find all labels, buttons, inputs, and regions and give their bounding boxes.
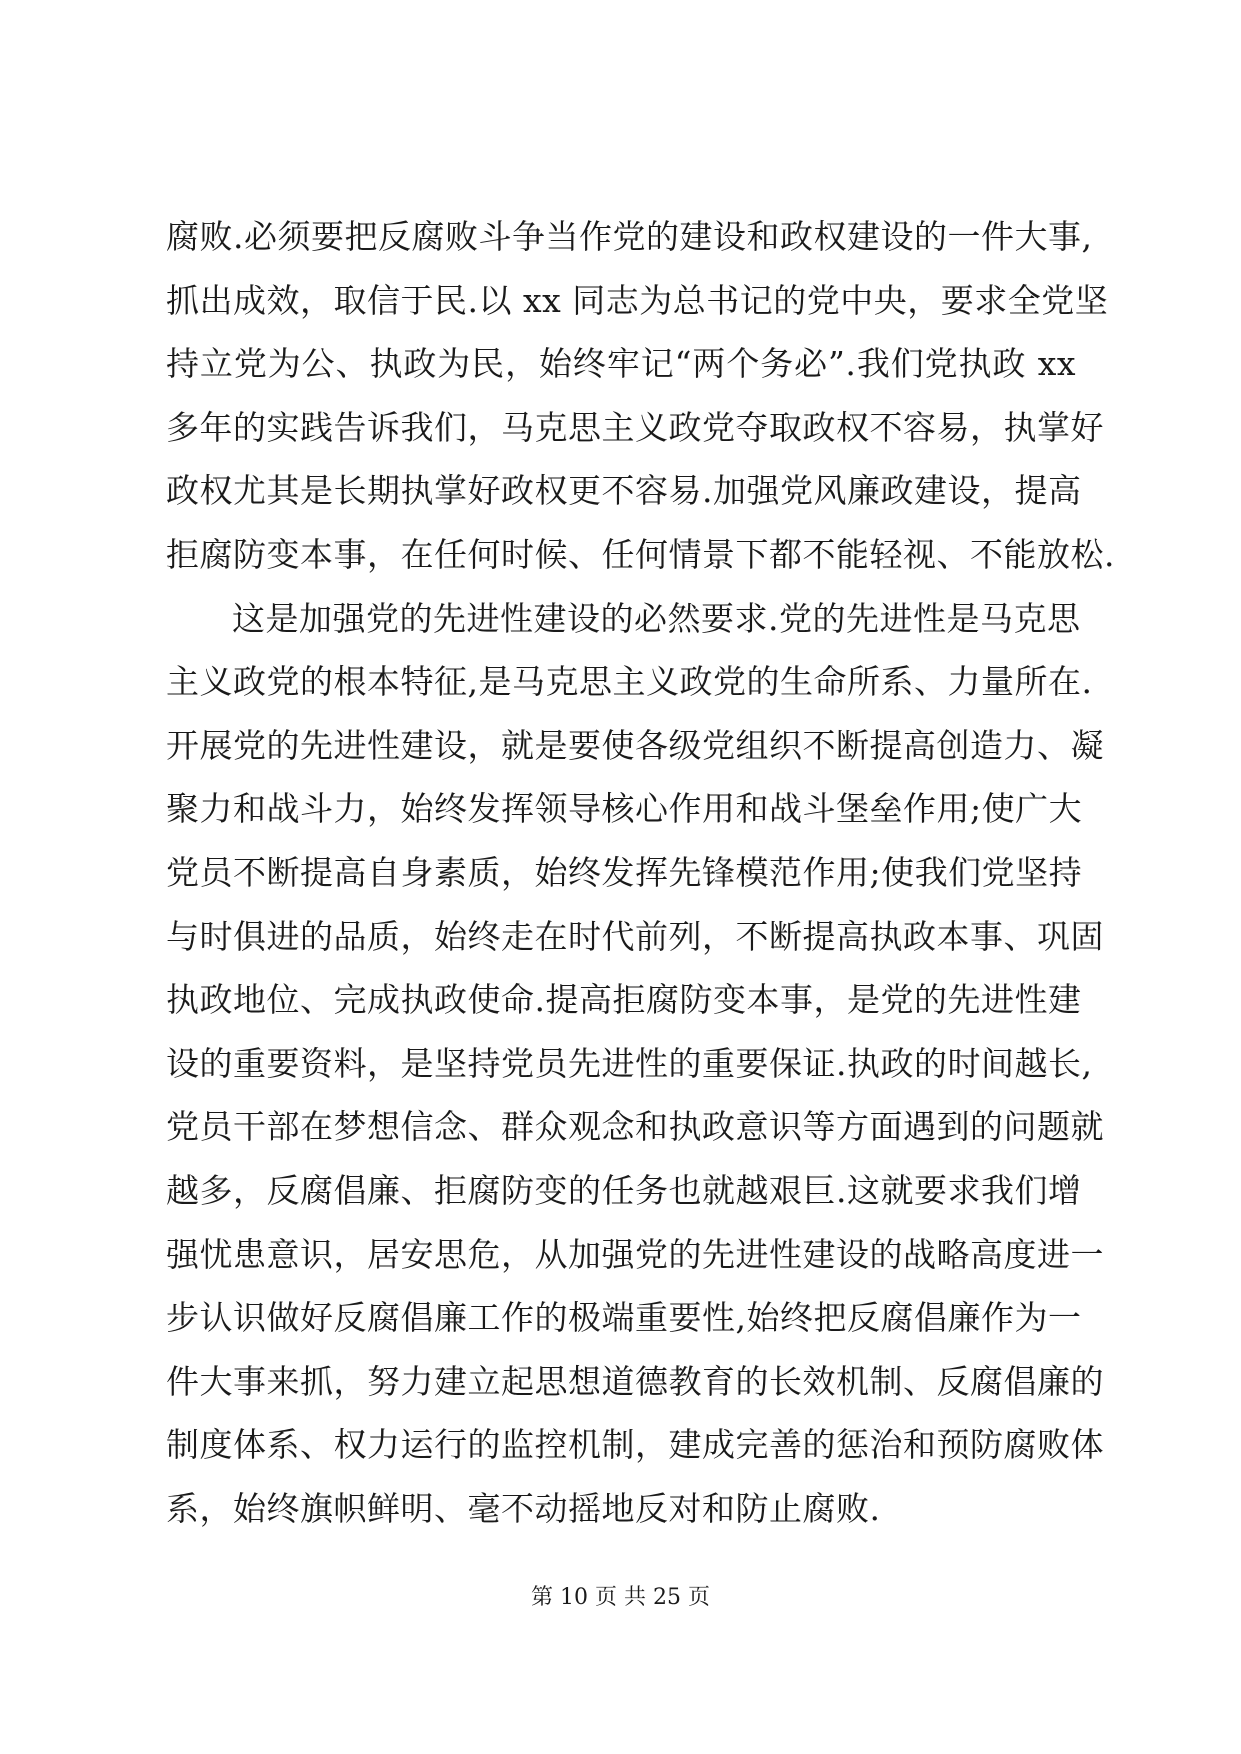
text-line: 政权尤其是长期执掌好政权更不容易.加强党风廉政建设，提高 <box>166 471 1082 511</box>
text-line: 多年的实践告诉我们，马克思主义政党夺取政权不容易，执掌好 <box>166 407 1104 447</box>
text-line: 设的重要资料，是坚持党员先进性的重要保证.执政的时间越长, <box>166 1043 1093 1083</box>
text-line: 越多，反腐倡廉、拒腐防变的任务也就越艰巨.这就要求我们增 <box>166 1170 1082 1210</box>
body-text <box>166 205 1115 1540</box>
text-line: 执政地位、完成执政使命.提高拒腐防变本事，是党的先进性建 <box>166 980 1082 1020</box>
text-line: 步认识做好反腐倡廉工作的极端重要性,始终把反腐倡廉作为一 <box>166 1298 1082 1338</box>
paragraph-1 <box>166 205 1115 587</box>
text-line: 拒腐防变本事，在任何时候、任何情景下都不能轻视、不能放松. <box>166 534 1115 574</box>
text-line: 系，始终旗帜鲜明、毫不动摇地反对和防止腐败. <box>166 1488 881 1528</box>
text-line: 强忧患意识，居安思危，从加强党的先进性建设的战略高度进一 <box>166 1234 1104 1274</box>
text-line: 与时俱进的品质，始终走在时代前列，不断提高执政本事、巩固 <box>166 916 1104 956</box>
text-line: 党员不断提高自身素质，始终发挥先锋模范作用;使我们党坚持 <box>166 852 1083 892</box>
text-line: 聚力和战斗力，始终发挥领导核心作用和战斗堡垒作用;使广大 <box>166 789 1083 829</box>
text-line: 持立党为公、执政为民，始终牢记“两个务必”.我们党执政 xx <box>166 344 1076 384</box>
page-number-footer: 第 10 页 共 25 页 <box>531 1585 710 1610</box>
text-line: 抓出成效，取信于民.以 xx 同志为总书记的党中央，要求全党坚 <box>166 280 1109 320</box>
paragraph-2 <box>166 587 1104 1541</box>
text-line: 件大事来抓，努力建立起思想道德教育的长效机制、反腐倡廉的 <box>166 1361 1104 1401</box>
text-line: 开展党的先进性建设，就是要使各级党组织不断提高创造力、凝 <box>166 725 1104 765</box>
text-line: 制度体系、权力运行的监控机制，建成完善的惩治和预防腐败体 <box>166 1425 1104 1465</box>
text-line: 腐败.必须要把反腐败斗争当作党的建设和政权建设的一件大事, <box>166 217 1093 256</box>
text-line: 这是加强党的先进性建设的必然要求.党的先进性是马克思 <box>232 598 1081 638</box>
text-line: 主义政党的根本特征,是马克思主义政党的生命所系、力量所在. <box>166 662 1093 702</box>
text-line: 党员干部在梦想信念、群众观念和执政意识等方面遇到的问题就 <box>166 1107 1104 1147</box>
